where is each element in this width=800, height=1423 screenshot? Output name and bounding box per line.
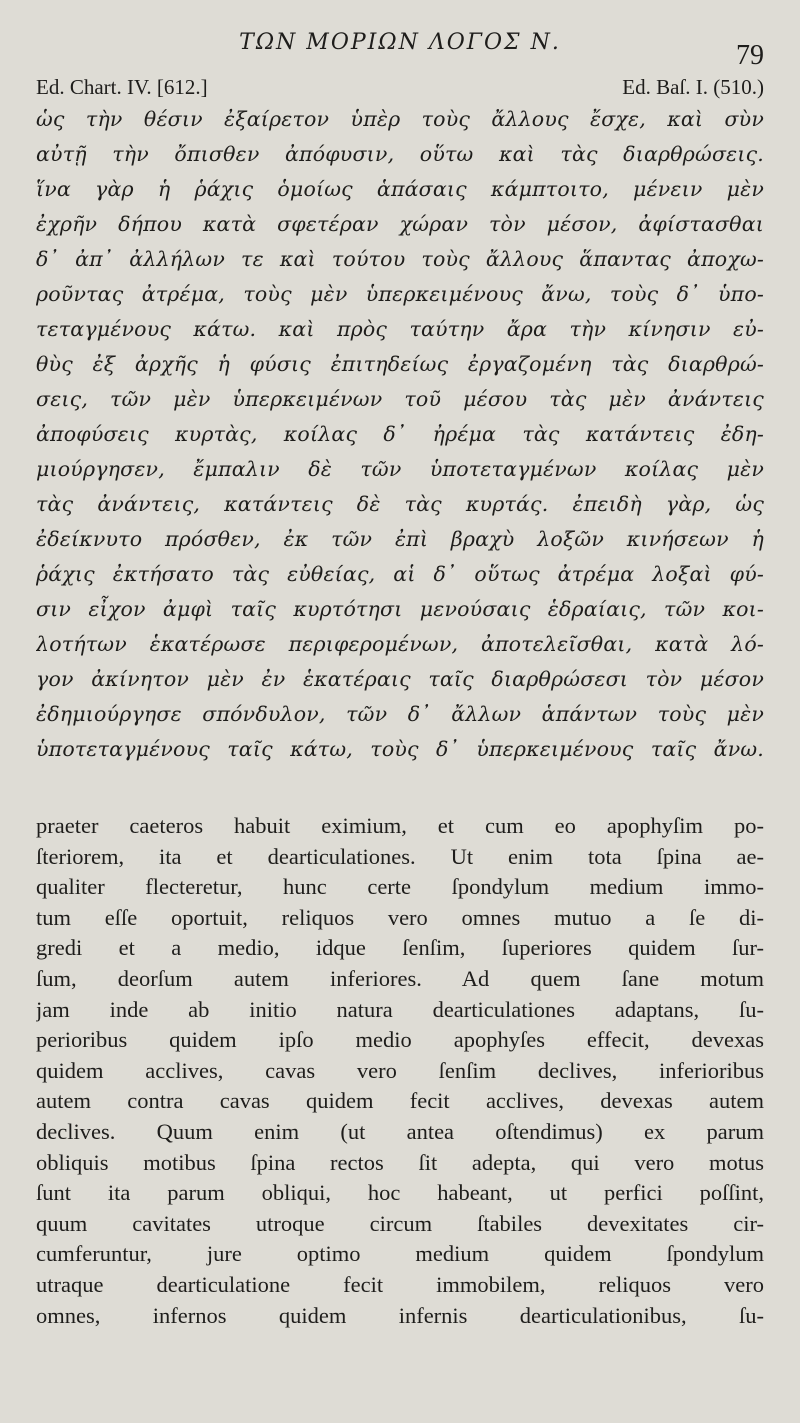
- latin-line: tum eſſe oportuit, reliquos vero omnes mutuo a ſe di-: [36, 904, 764, 930]
- latin-line: gredi et a medio, idque ſenſim, ſuperiores quidem ſur-: [36, 935, 764, 961]
- latin-line: jam inde ab initio natura dearticulationes adaptans, ſu-: [36, 996, 764, 1022]
- greek-line: λοτήτων ἑκατέρωσε περιφερομένων, ἀποτελεῖσθαι, κατὰ λό-: [36, 632, 764, 656]
- greek-line: ῥάχις ἐκτήσατο τὰς εὐθείας, αἱ δ᾽ οὕτως ἀτρέμα λοξαὶ φύ-: [36, 562, 764, 586]
- greek-line: τὰς ἀνάντεις, κατάντεις δὲ τὰς κυρτάς. ἐπειδὴ γὰρ, ὡς: [36, 492, 764, 516]
- greek-line: ἐδείκνυτο πρόσθεν, ἐκ τῶν ἐπὶ βραχὺ λοξῶν κινήσεων ἡ: [36, 527, 764, 551]
- latin-text-block: [36, 811, 764, 1331]
- greek-line: σεις, τῶν μὲν ὑπερκειμένων τοῦ μέσου τὰς μὲν ἀνάντεις: [36, 387, 764, 411]
- running-head: [36, 26, 764, 74]
- greek-line: αὐτῇ τὴν ὄπισθεν ἀπόφυσιν, οὕτω καὶ τὰς διαρθρώσεις.: [36, 142, 764, 166]
- greek-line: τεταγμένους κάτω. καὶ πρὸς ταύτην ἄρα τὴν κίνησιν εὐ-: [36, 317, 764, 341]
- latin-line: quidem acclives, cavas vero ſenſim declives, inferioribus: [36, 1057, 764, 1083]
- running-title: ΤΩΝ ΜΟΡΙΩΝ ΛΟΓΟΣ Ν.: [239, 30, 561, 55]
- greek-line: μιούργησεν, ἔμπαλιν δὲ τῶν ὑποτεταγμένων κοίλας μὲν: [36, 457, 764, 481]
- latin-line: obliquis motibus ſpina rectos ſit adepta, qui vero motus: [36, 1149, 764, 1175]
- greek-line: θὺς ἐξ ἀρχῆς ἡ φύσις ἐπιτηδείως ἐργαζομένη τὰς διαρθρώ-: [36, 352, 764, 376]
- greek-line: ἐδημιούργησε σπόνδυλον, τῶν δ᾽ ἄλλων ἁπάντων τοὺς μὲν: [36, 702, 764, 726]
- greek-line: δ᾽ ἀπ᾽ ἀλλήλων τε καὶ τούτου τοὺς ἄλλους ἅπαντας ἀποχω-: [36, 247, 764, 271]
- edition-reference-right: Ed. Baſ. I. (510.): [622, 75, 764, 99]
- latin-line: praeter caeteros habuit eximium, et cum eo apophyſim po-: [36, 813, 764, 838]
- greek-text-block: [36, 102, 764, 767]
- latin-line: quum cavitates utroque circum ſtabiles devexitates cir-: [36, 1210, 764, 1236]
- edition-reference-left: Ed. Chart. IV. [612.]: [36, 75, 208, 99]
- latin-line: qualiter flecteretur, hunc certe ſpondylum medium immo-: [36, 874, 764, 900]
- greek-line: ἵνα γὰρ ἡ ῥάχις ὁμοίως ἁπάσαις κάμπτοιτο, μένειν μὲν: [36, 177, 764, 201]
- greek-line: σιν εἶχον ἀμφὶ ταῖς κυρτότησι μενούσαις ἑδραίαις, τῶν κοι-: [36, 597, 764, 621]
- greek-line: ἐχρῆν δήπου κατὰ σφετέραν χώραν τὸν μέσον, ἀφίστασθαι: [36, 212, 764, 236]
- greek-line: γον ἀκίνητον μὲν ἐν ἑκατέραις ταῖς διαρθρώσεσι τὸν μέσον: [36, 667, 764, 691]
- page-number: 79: [736, 40, 764, 71]
- latin-line: ſteriorem, ita et dearticulationes. Ut enim tota ſpina ae-: [36, 843, 764, 869]
- latin-line: autem contra cavas quidem fecit acclives, devexas autem: [36, 1088, 764, 1114]
- latin-line: ſum, deorſum autem inferiores. Ad quem ſane motum: [36, 965, 764, 991]
- latin-line: utraque dearticulatione fecit immobilem, reliquos vero: [36, 1271, 764, 1297]
- latin-line: declives. Quum enim (ut antea oſtendimus) ex parum: [36, 1118, 764, 1144]
- latin-line: cumferuntur, jure optimo medium quidem ſpondylum: [36, 1241, 764, 1267]
- edition-reference-line: [36, 74, 764, 100]
- latin-line: perioribus quidem ipſo medio apophyſes effecit, devexas: [36, 1027, 764, 1053]
- greek-line: ἀποφύσεις κυρτὰς, κοίλας δ᾽ ἠρέμα τὰς κατάντεις ἐδη-: [36, 422, 764, 446]
- latin-line: ſunt ita parum obliqui, hoc habeant, ut perfici poſſint,: [36, 1180, 764, 1206]
- greek-line: ροῦντας ἀτρέμα, τοὺς μὲν ὑπερκειμένους ἄνω, τοὺς δ᾽ ὑπο-: [36, 282, 764, 306]
- greek-line: ὡς τὴν θέσιν ἐξαίρετον ὑπὲρ τοὺς ἄλλους ἔσχε, καὶ σὺν: [36, 107, 764, 131]
- latin-line: omnes, infernos quidem infernis dearticulationibus, ſu-: [36, 1302, 764, 1328]
- greek-line: ὑποτεταγμένους ταῖς κάτω, τοὺς δ᾽ ὑπερκειμένους ταῖς ἄνω.: [36, 737, 764, 761]
